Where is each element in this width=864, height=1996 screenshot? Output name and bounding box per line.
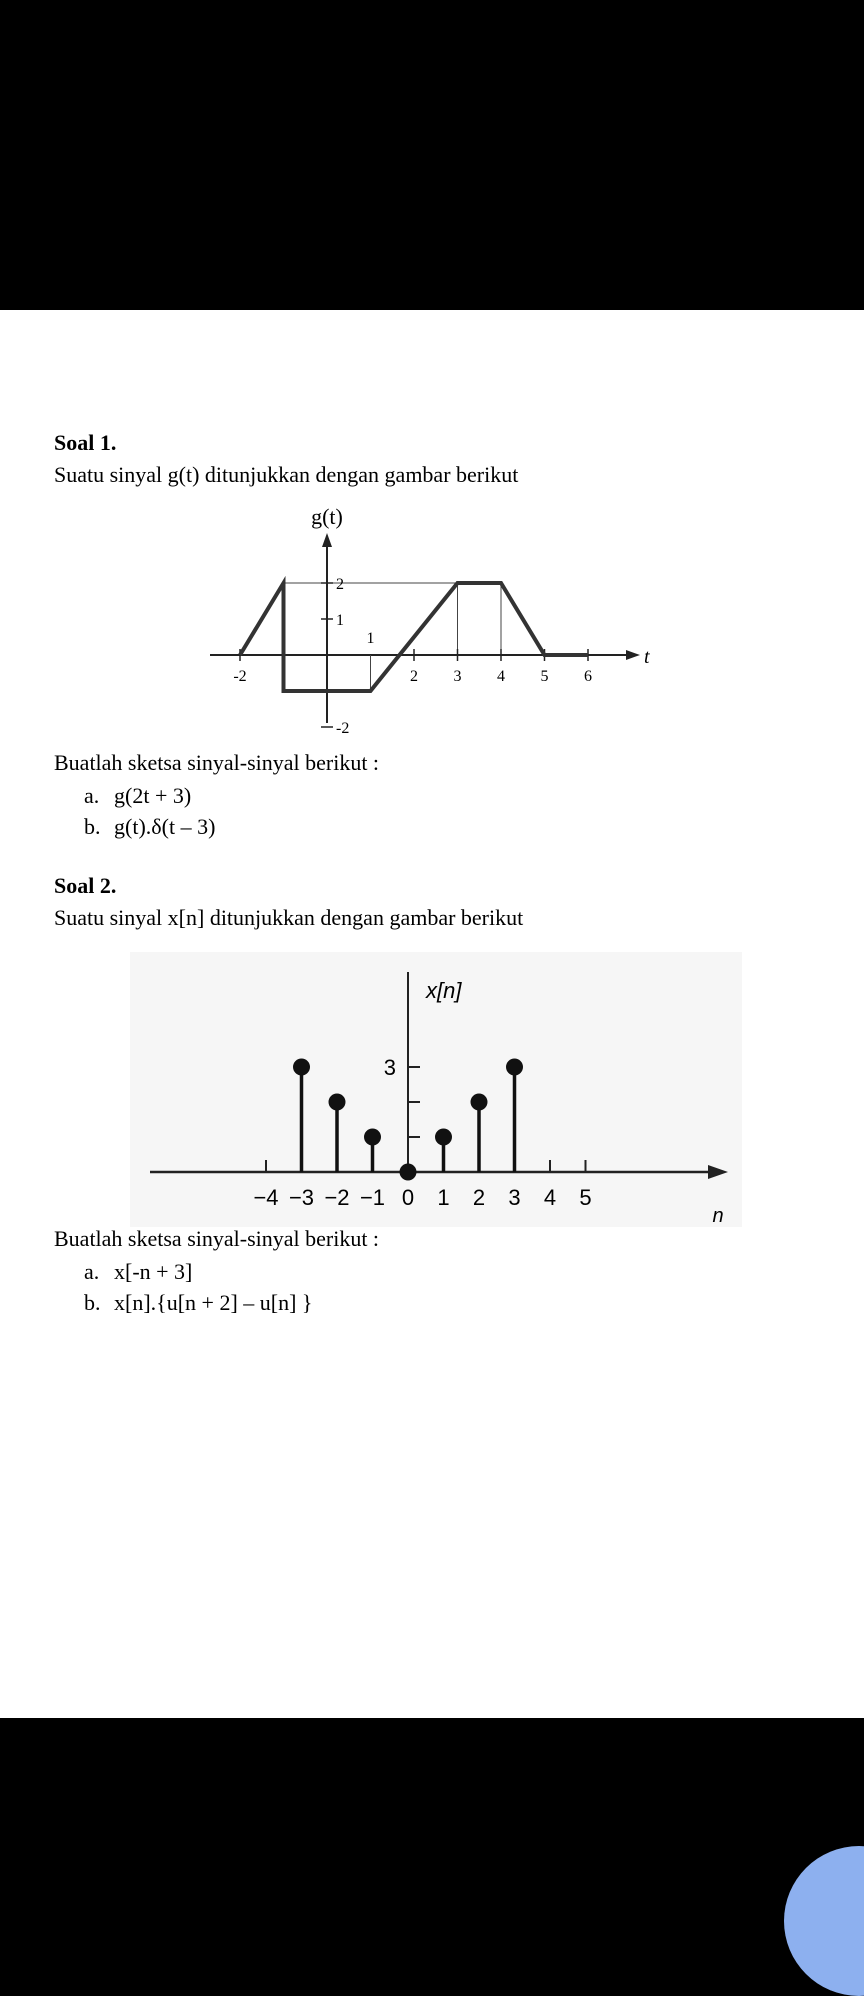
xn-axis-title: x[n] xyxy=(426,978,462,1003)
soal2-title: Soal 2. xyxy=(54,873,117,898)
soal1-item-b xyxy=(84,814,215,840)
xn-signal-figure xyxy=(130,942,745,1232)
soal2-item-b xyxy=(84,1290,312,1316)
soal2-item-a-label: a. xyxy=(84,1259,100,1284)
floating-action-button[interactable] xyxy=(784,1846,864,1996)
y-tick-label: 2 xyxy=(336,576,344,593)
soal2-item-a-text: x[-n + 3] xyxy=(114,1259,193,1284)
soal2-instruction: Buatlah sketsa sinyal-sinyal berikut : xyxy=(54,1226,380,1251)
n-axis-title: n xyxy=(712,1205,724,1227)
x-tick-label: 5 xyxy=(540,668,549,685)
soal2-intro: Suatu sinyal x[n] ditunjukkan dengan gambar berikut xyxy=(54,905,524,930)
soal1-item-b-text: g(t).δ(t – 3) xyxy=(114,814,216,839)
soal2-item-b-text: x[n].{u[n + 2] – u[n] } xyxy=(114,1290,313,1315)
soal1-item-a-label: a. xyxy=(84,783,100,808)
stem-marker xyxy=(364,1129,381,1146)
soal1-intro: Suatu sinyal g(t) ditunjukkan dengan gambar berikut xyxy=(54,462,519,487)
stem-marker xyxy=(471,1094,488,1111)
stem-marker xyxy=(293,1059,310,1076)
soal2-item-b-label: b. xyxy=(84,1290,101,1315)
soal2-item-a xyxy=(84,1259,192,1285)
x-tick-label: −4 xyxy=(253,1185,279,1210)
stem-marker xyxy=(506,1059,523,1076)
x-tick-label: 4 xyxy=(497,668,505,685)
stem-marker xyxy=(400,1164,417,1181)
x-tick-label: 6 xyxy=(584,668,592,685)
x-tick-label: 1 xyxy=(437,1185,450,1210)
x-tick-label: 3 xyxy=(453,668,462,685)
x-tick-label: 0 xyxy=(401,1185,415,1210)
t-axis-arrow xyxy=(626,650,640,660)
stem-marker xyxy=(329,1094,346,1111)
x-tick-label: −2 xyxy=(324,1185,350,1210)
y-tick-label: 3 xyxy=(383,1055,396,1080)
gt-signal-figure xyxy=(190,495,660,735)
soal1-title: Soal 1. xyxy=(54,430,117,455)
soal1-item-a xyxy=(84,783,191,809)
y-tick-label: 1 xyxy=(336,612,344,629)
x-tick-label-above: 1 xyxy=(366,630,375,647)
soal1-item-b-label: b. xyxy=(84,814,101,839)
x-tick-label: 4 xyxy=(543,1185,557,1210)
x-tick-label: −1 xyxy=(359,1185,386,1210)
x-tick-label: −3 xyxy=(288,1185,315,1210)
t-axis-title: t xyxy=(644,646,650,668)
document-page xyxy=(0,310,864,1718)
x-tick-label: 2 xyxy=(410,668,418,685)
x-tick-label: -2 xyxy=(233,668,247,685)
x-tick-label: 5 xyxy=(579,1185,592,1210)
x-tick-label: 3 xyxy=(508,1185,521,1210)
stem-marker xyxy=(435,1129,452,1146)
soal1-instruction: Buatlah sketsa sinyal-sinyal berikut : xyxy=(54,750,380,775)
g-axis-title: g(t) xyxy=(311,504,343,529)
x-tick-label: 2 xyxy=(472,1185,486,1210)
soal1-item-a-text: g(2t + 3) xyxy=(114,783,192,808)
g-axis-arrow xyxy=(322,533,332,547)
y-tick-label: -2 xyxy=(336,720,350,735)
